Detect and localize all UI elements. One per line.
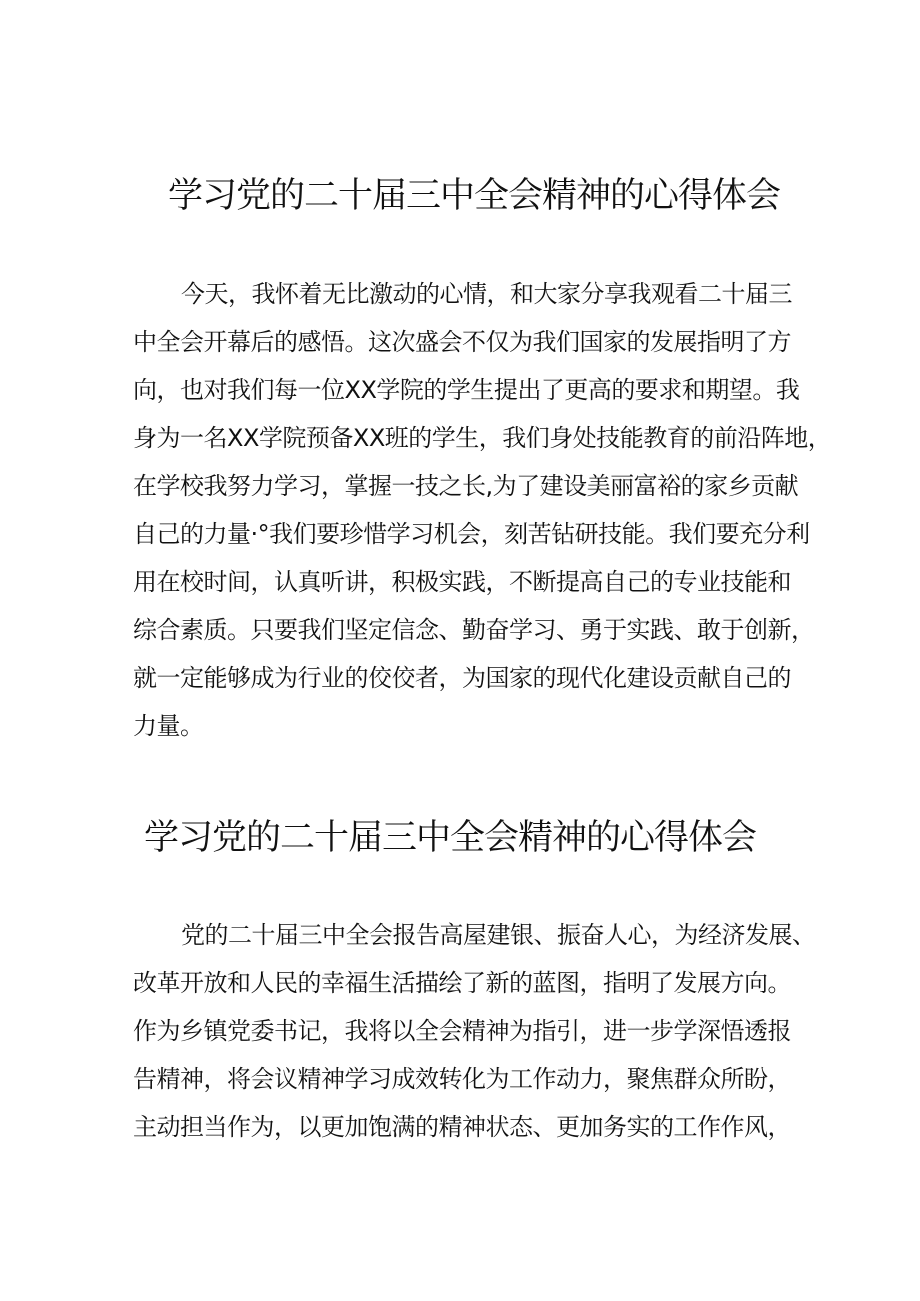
paragraph-line: 中全会开幕后的感悟。这次盛会不仅为我们国家的发展指明了方 <box>133 328 791 356</box>
paragraph-line: 改革开放和人民的幸福生活描绘了新的蓝图，指明了发展方向。 <box>133 969 791 997</box>
paragraph-line: 用在校时间，认真听讲，积极实践，不断提高自己的专业技能和 <box>133 568 791 596</box>
section-paragraph <box>133 270 832 750</box>
section-title: 学习党的二十届三中全会精神的心得体会 <box>144 818 757 858</box>
paragraph-line: 作为乡镇党委书记，我将以全会精神为指引，进一步学深悟透报 <box>133 1017 791 1045</box>
paragraph-line: 告精神，将会议精神学习成效转化为工作动力，聚焦群众所盼， <box>133 1065 791 1093</box>
section-paragraph <box>133 911 816 1151</box>
paragraph-line: 党的二十届三中全会报告高屋建银、振奋人心，为经济发展、 <box>181 921 816 949</box>
paragraph-line: 力量。 <box>133 712 204 740</box>
paragraph-line: 今天，我怀着无比激动的心情，和大家分享我观看二十届三 <box>181 280 792 308</box>
paragraph-line: 就一定能够成为行业的佼佼者，为国家的现代化建设贡献自己的 <box>133 664 791 692</box>
paragraph-line: 自己的力量·°我们要珍惜学习机会，刻苦钻研技能。我们要充分利 <box>133 520 810 548</box>
paragraph-line: 身为一名XX学院预备XX班的学生，我们身处技能教育的前沿阵地， <box>133 424 832 452</box>
section-title: 学习党的二十届三中全会精神的心得体会 <box>168 176 781 216</box>
paragraph-line: 在学校我努力学习，掌握一技之长,为了建设美丽富裕的家乡贡献 <box>133 472 799 500</box>
paragraph-line: 主动担当作为，以更加饱满的精神状态、更加务实的工作作风， <box>133 1113 791 1141</box>
paragraph-line: 综合素质。只要我们坚定信念、勤奋学习、勇于实践、敢于创新， <box>133 616 815 644</box>
paragraph-line: 向，也对我们每一位XX学院的学生提出了更高的要求和期望。我 <box>133 376 800 404</box>
